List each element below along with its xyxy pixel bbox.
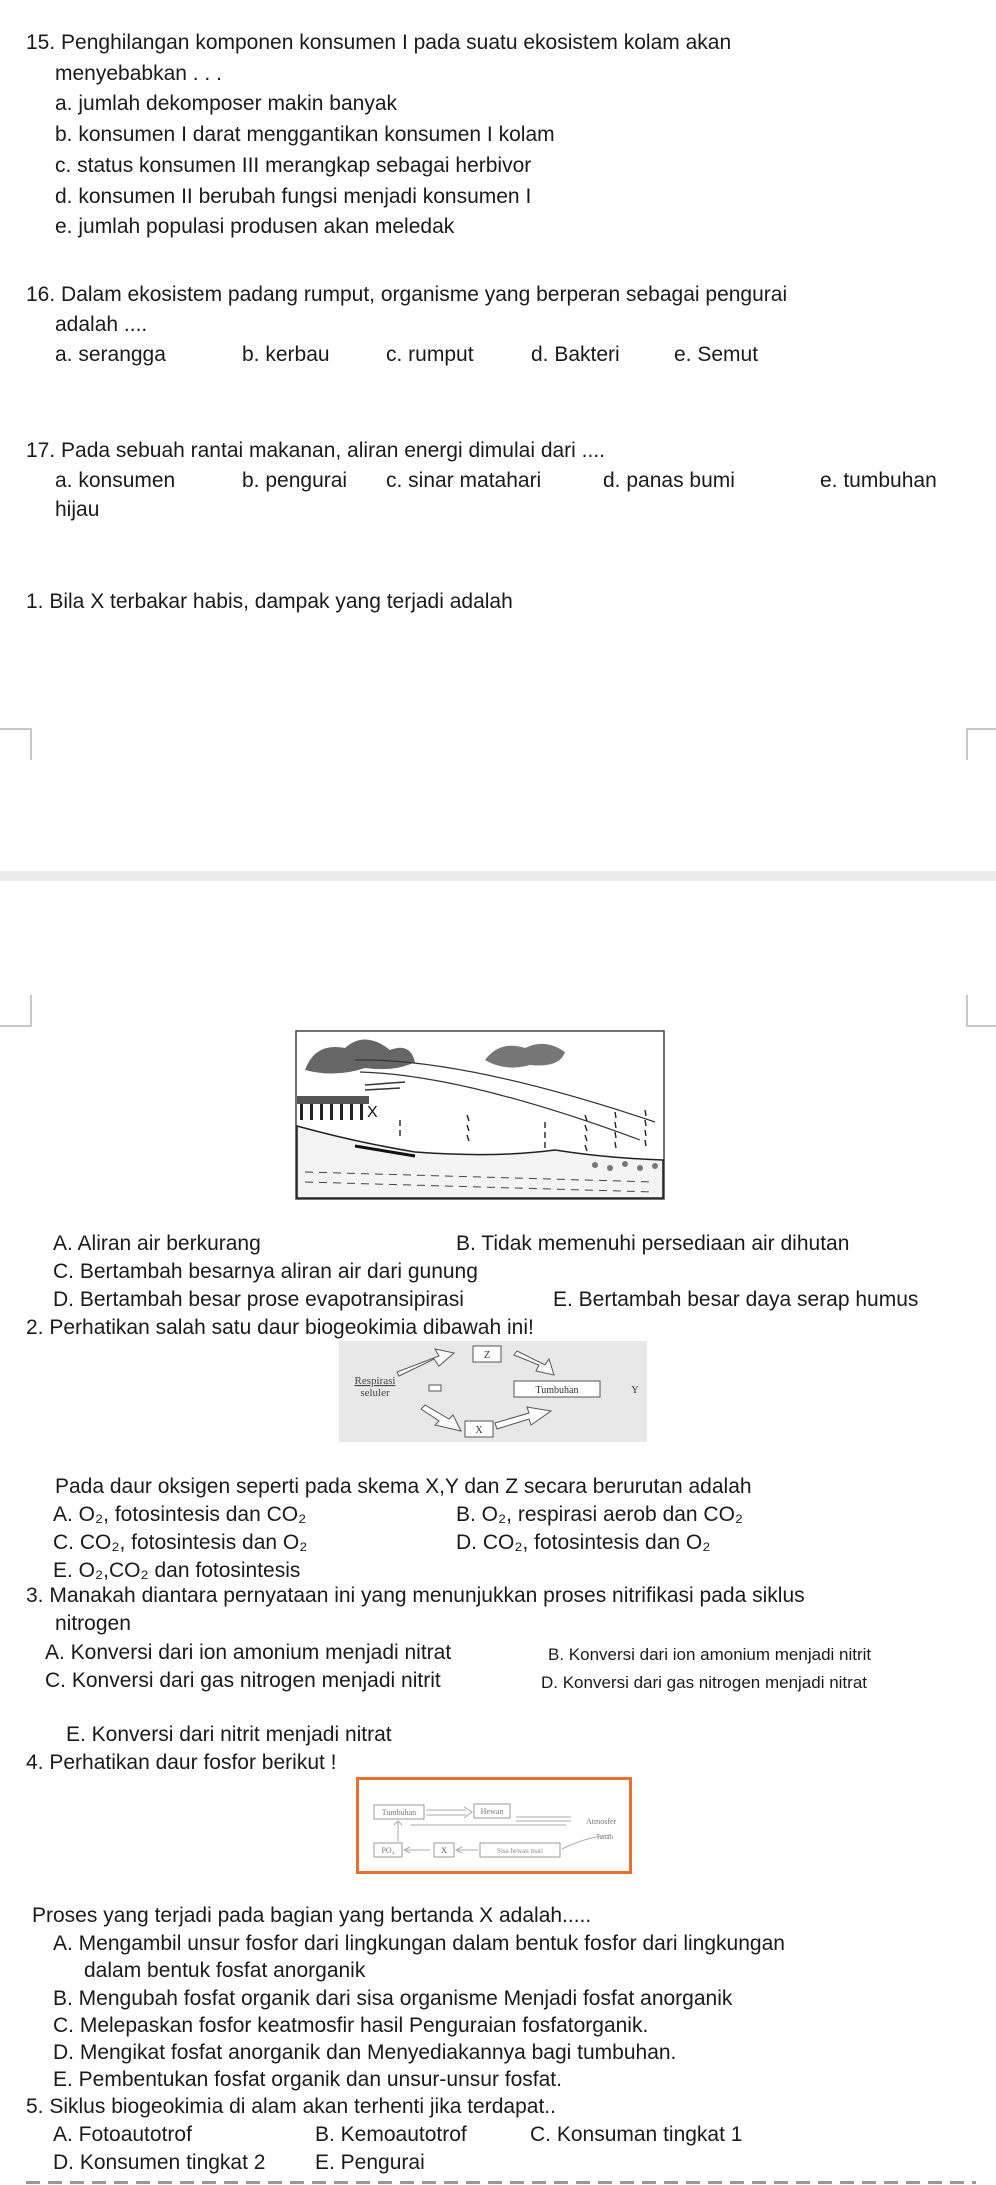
- p3-option-e: E. Konversi dari nitrit menjadi nitrat: [66, 1723, 392, 1746]
- p4-stem: 4. Perhatikan daur fosfor berikut !: [26, 1751, 337, 1774]
- p1-option-b: B. Tidak memenuhi persediaan air dihutan: [456, 1232, 850, 1255]
- p5-option-a: A. Fotoautotrof: [53, 2123, 192, 2146]
- q17-option-e-cont: hijau: [55, 498, 100, 521]
- q15-option-b: b. konsumen I darat menggantikan konsumen I kolam: [55, 123, 555, 146]
- p3-stem-line1: 3. Manakah diantara pernyataan ini yang menunjukkan proses nitrifikasi pada siklus: [26, 1584, 805, 1607]
- q16-stem-line1: 16. Dalam ekosistem padang rumput, organisme yang berperan sebagai pengurai: [26, 283, 788, 306]
- p3-option-a: A. Konversi dari ion amonium menjadi nitrat: [45, 1641, 452, 1664]
- q15-option-d: d. konsumen II berubah fungsi menjadi konsumen I: [55, 185, 532, 208]
- q15-option-c: c. status konsumen III merangkap sebagai herbivor: [55, 154, 532, 177]
- q17-option-b: b. pengurai: [242, 469, 348, 492]
- oxygen-cycle-diagram: [339, 1341, 647, 1442]
- p4-option-d: D. Mengikat fosfat anorganik dan Menyediakannya bagi tumbuhan.: [53, 2041, 677, 2064]
- q17-option-c: c. sinar matahari: [386, 469, 542, 492]
- diagram-label-tumbuhan: Tumbuhan: [535, 1385, 579, 1396]
- p5-option-d: D. Konsumen tingkat 2: [53, 2151, 266, 2174]
- crop-corner-bottom-left: [0, 995, 32, 1027]
- p3-option-d: D. Konversi dari gas nitrogen menjadi nitrat: [541, 1673, 867, 1692]
- page-gap: [0, 871, 996, 881]
- diagram-label-tanah: Tanah: [596, 1833, 614, 1841]
- p2-option-a: A. O₂, fotosintesis dan CO₂: [53, 1503, 307, 1526]
- diagram-label-seluler: seluler: [360, 1387, 390, 1399]
- p5-stem: 5. Siklus biogeokimia di alam akan terhenti jika terdapat..: [26, 2095, 556, 2118]
- p2-option-c: C. CO₂, fotosintesis dan O₂: [53, 1531, 308, 1554]
- crop-corner-top-right: [966, 728, 996, 760]
- diagram-label-x: X: [475, 1425, 483, 1436]
- q15-stem-line2: menyebabkan . . .: [55, 62, 222, 85]
- p2-question: Pada daur oksigen seperti pada skema X,Y dan Z secara berurutan adalah: [55, 1475, 752, 1498]
- p2-option-e: E. O₂,CO₂ dan fotosintesis: [53, 1559, 301, 1582]
- diagram-label-x-fosfor: X: [441, 1846, 447, 1855]
- q16-option-c: c. rumput: [386, 343, 474, 366]
- p4-option-e: E. Pembentukan fosfat organik dan unsur-unsur fosfat.: [53, 2068, 562, 2091]
- p3-stem-line2: nitrogen: [55, 1612, 131, 1635]
- crop-corner-top-left: [0, 728, 32, 760]
- p4-option-a-line1: A. Mengambil unsur fosfor dari lingkungan dalam bentuk fosfor dari lingkungan: [53, 1932, 785, 1955]
- q17-option-a: a. konsumen: [55, 469, 176, 492]
- p4-option-c: C. Melepaskan fosfor keatmosfir hasil Penguraian fosfatorganik.: [53, 2014, 649, 2037]
- crop-corner-bottom-right: [966, 995, 996, 1027]
- p3-option-b: B. Konversi dari ion amonium menjadi nitrit: [548, 1645, 872, 1664]
- q17-option-d: d. panas bumi: [603, 469, 735, 492]
- q16-option-d: d. Bakteri: [531, 343, 620, 366]
- p1-option-c: C. Bertambah besarnya aliran air dari gunung: [53, 1260, 478, 1283]
- p4-option-b: B. Mengubah fosfat organik dari sisa organisme Menjadi fosfat anorganik: [53, 1987, 733, 2010]
- p5-option-e: E. Pengurai: [315, 2151, 425, 2174]
- diagram-label-y: Y: [631, 1385, 639, 1396]
- p5-option-b: B. Kemoautotrof: [315, 2123, 467, 2146]
- q17-option-e: e. tumbuhan: [820, 469, 937, 492]
- diagram-label-sisa: Sisa hewan mati: [497, 1847, 543, 1855]
- diagram-label-po4: PO₄: [381, 1846, 395, 1855]
- diagram-label-respirasi: Respirasi: [354, 1375, 396, 1387]
- q16-option-b: b. kerbau: [242, 343, 330, 366]
- q15-option-e: e. jumlah populasi produsen akan meledak: [55, 215, 455, 238]
- figure-label-x: X: [367, 1104, 378, 1121]
- q16-stem-line2: adalah ....: [55, 313, 148, 336]
- diagram-label-hewan: Hewan: [480, 1807, 504, 1816]
- q15-stem-line1: 15. Penghilangan komponen konsumen I pada suatu ekosistem kolam akan: [26, 31, 732, 54]
- phosphorus-cycle-diagram: [356, 1777, 632, 1874]
- p2-option-d: D. CO₂, fotosintesis dan O₂: [456, 1531, 711, 1554]
- forest-rain-figure: [295, 1030, 665, 1200]
- p1-stem: 1. Bila X terbakar habis, dampak yang terjadi adalah: [26, 590, 513, 613]
- p1-option-a: A. Aliran air berkurang: [53, 1232, 261, 1255]
- diagram-label-z: Z: [483, 1350, 491, 1361]
- p2-option-b: B. O₂, respirasi aerob dan CO₂: [456, 1503, 744, 1526]
- p4-option-a-line2: dalam bentuk fosfat anorganik: [84, 1959, 366, 1982]
- p1-option-d: D. Bertambah besar prose evapotransipirasi: [53, 1288, 464, 1311]
- q16-option-a: a. serangga: [55, 343, 166, 366]
- cropped-next-line: [26, 2179, 976, 2185]
- q15-option-a: a. jumlah dekomposer makin banyak: [55, 92, 398, 115]
- diagram-label-atmosfer: Atmosfer: [586, 1817, 617, 1826]
- p2-stem: 2. Perhatikan salah satu daur biogeokimia dibawah ini!: [26, 1316, 534, 1339]
- q16-option-e: e. Semut: [674, 343, 759, 366]
- q17-stem: 17. Pada sebuah rantai makanan, aliran energi dimulai dari ....: [26, 439, 606, 462]
- p5-option-c: C. Konsuman tingkat 1: [530, 2123, 743, 2146]
- p1-option-e: E. Bertambah besar daya serap humus: [553, 1288, 919, 1311]
- p4-question: Proses yang terjadi pada bagian yang bertanda X adalah.....: [32, 1904, 592, 1927]
- p3-option-c: C. Konversi dari gas nitrogen menjadi nitrit: [45, 1669, 441, 1692]
- diagram-label-tumbuhan-fosfor: Tumbuhan: [381, 1808, 417, 1817]
